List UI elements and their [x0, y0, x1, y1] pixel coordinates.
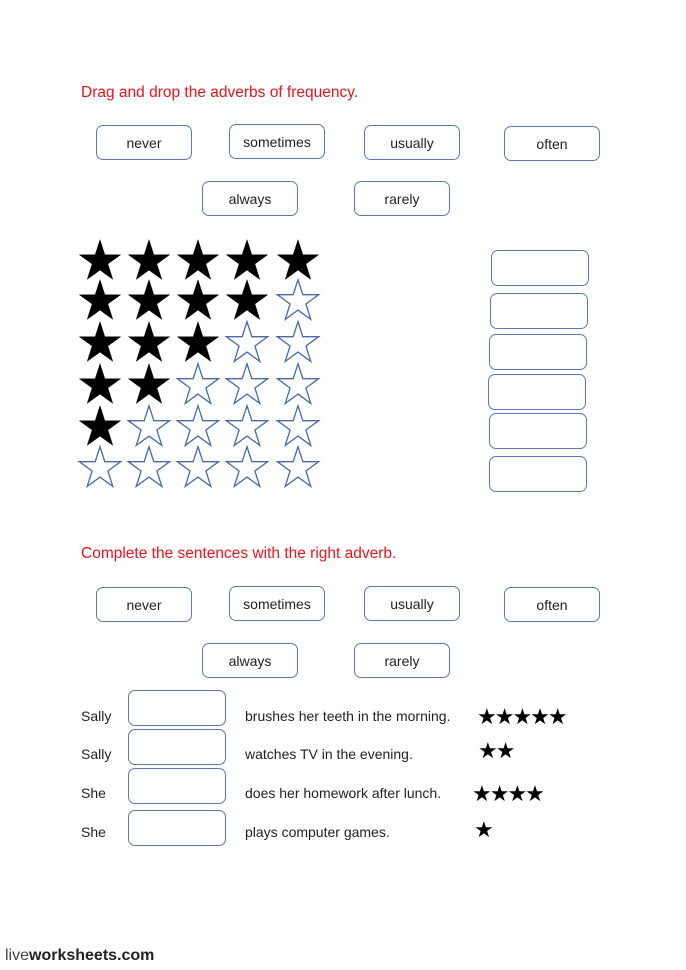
chip-always[interactable]: always: [202, 643, 298, 678]
empty-star-icon: [125, 445, 173, 489]
filled-star-icon: [174, 238, 222, 282]
chip-usually[interactable]: usually: [364, 125, 460, 160]
star-icon: ★★★★: [472, 781, 543, 806]
brand-bold: worksheets.com: [29, 947, 155, 964]
sentence-predicate: does her homework after lunch.: [245, 785, 442, 801]
answer-box-1[interactable]: [128, 690, 226, 726]
filled-star-icon: [76, 238, 124, 282]
instruction-complete-sentences: Complete the sentences with the right adverb.: [81, 545, 397, 562]
brand-light: live: [5, 947, 30, 964]
filled-star-icon: [174, 278, 222, 322]
chip-often[interactable]: often: [504, 126, 600, 161]
star-icon: ★: [474, 817, 492, 842]
chip-rarely[interactable]: rarely: [354, 643, 450, 678]
drop-box-2[interactable]: [490, 293, 588, 329]
empty-star-icon: [274, 320, 322, 364]
drop-box-4[interactable]: [488, 374, 586, 410]
empty-star-icon: [274, 445, 322, 489]
sentence-subject: She: [81, 785, 106, 801]
sentence-subject: Sally: [81, 746, 112, 762]
empty-star-icon: [274, 278, 322, 322]
filled-star-icon: [223, 238, 271, 282]
drop-box-6[interactable]: [489, 456, 587, 492]
answer-box-3[interactable]: [128, 768, 226, 804]
drop-box-1[interactable]: [491, 250, 589, 286]
instruction-drag-drop: Drag and drop the adverbs of frequency.: [81, 84, 359, 101]
empty-star-icon: [223, 404, 271, 448]
filled-star-icon: [174, 320, 222, 364]
brand-footer: [5, 947, 154, 965]
filled-star-icon: [223, 278, 271, 322]
sentence-predicate: brushes her teeth in the morning.: [245, 708, 451, 724]
chip-never[interactable]: never: [96, 125, 192, 160]
filled-star-icon: [274, 238, 322, 282]
chip-usually[interactable]: usually: [364, 586, 460, 621]
chip-often[interactable]: often: [504, 587, 600, 622]
drop-box-3[interactable]: [489, 334, 587, 370]
empty-star-icon: [223, 445, 271, 489]
answer-box-4[interactable]: [128, 810, 226, 846]
empty-star-icon: [125, 404, 173, 448]
filled-star-icon: [76, 362, 124, 406]
sentence-predicate: plays computer games.: [245, 824, 390, 840]
filled-star-icon: [125, 362, 173, 406]
sentence-predicate: watches TV in the evening.: [245, 746, 413, 762]
sentence-subject: Sally: [81, 708, 112, 724]
empty-star-icon: [274, 362, 322, 406]
empty-star-icon: [274, 404, 322, 448]
chip-sometimes[interactable]: sometimes: [229, 124, 325, 159]
sentence-subject: She: [81, 824, 106, 840]
empty-star-icon: [76, 445, 124, 489]
chip-never[interactable]: never: [96, 587, 192, 622]
empty-star-icon: [223, 320, 271, 364]
filled-star-icon: [125, 278, 173, 322]
star-icon: ★★: [478, 738, 514, 763]
filled-star-icon: [76, 278, 124, 322]
star-icon: ★★★★★: [477, 704, 566, 729]
filled-star-icon: [125, 238, 173, 282]
answer-box-2[interactable]: [128, 729, 226, 765]
chip-rarely[interactable]: rarely: [354, 181, 450, 216]
empty-star-icon: [223, 362, 271, 406]
filled-star-icon: [76, 320, 124, 364]
chip-sometimes[interactable]: sometimes: [229, 586, 325, 621]
chip-always[interactable]: always: [202, 181, 298, 216]
filled-star-icon: [76, 404, 124, 448]
filled-star-icon: [125, 320, 173, 364]
empty-star-icon: [174, 362, 222, 406]
empty-star-icon: [174, 404, 222, 448]
drop-box-5[interactable]: [489, 413, 587, 449]
empty-star-icon: [174, 445, 222, 489]
